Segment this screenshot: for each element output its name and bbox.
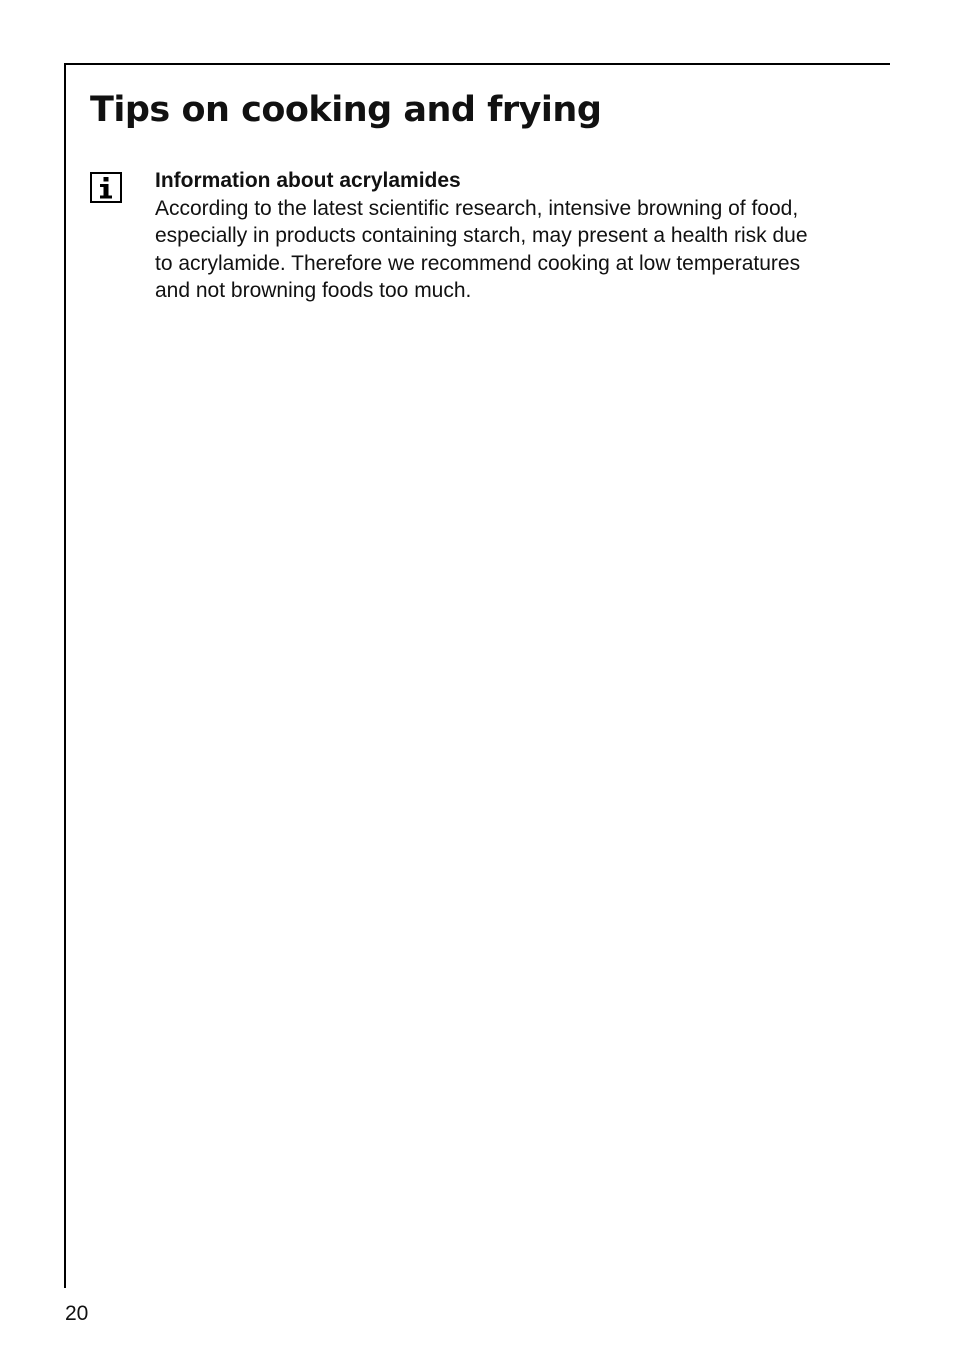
info-text-line: and not browning foods too much. [155, 279, 472, 302]
info-icon [90, 172, 122, 203]
frame-top-rule [64, 63, 890, 65]
info-text-line: to acrylamide. Therefore we recommend cooking at low temperatures [155, 251, 801, 275]
page-number: 20 [65, 1302, 89, 1325]
info-heading: Information about acrylamides [155, 169, 461, 192]
page-title: Tips on cooking and frying [90, 90, 602, 130]
frame-left-rule [64, 63, 66, 1288]
info-note [155, 167, 875, 305]
info-text-line: According to the latest scientific research, intensive browning of food, [155, 196, 799, 220]
info-text-line: especially in products containing starch, may present a health risk due [155, 224, 808, 247]
